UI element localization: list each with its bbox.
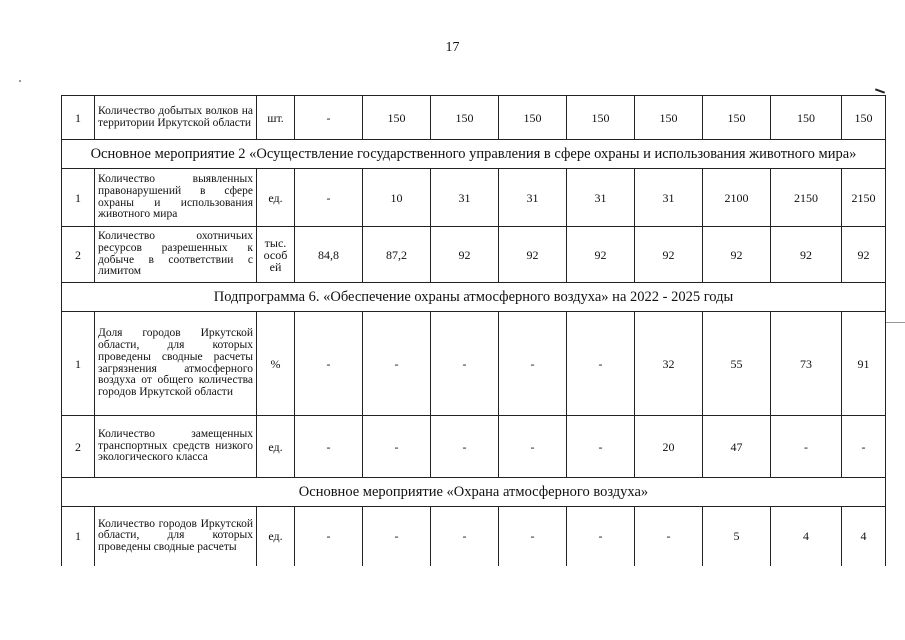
- unit-cell: ед.: [257, 416, 295, 478]
- scan-artifact-line: [885, 322, 905, 323]
- value-cell: 92: [703, 227, 771, 283]
- value-cell: 73: [771, 312, 842, 416]
- value-cell: -: [295, 416, 363, 478]
- table-row: [62, 312, 886, 416]
- value-cell: 150: [431, 96, 499, 140]
- value-cell: -: [295, 169, 363, 227]
- value-cell: -: [431, 507, 499, 566]
- value-cell: 4: [771, 507, 842, 566]
- indicator-name: Количество охотничьих ресурсов разрешенных к добыче в соответствии с лимитом: [95, 227, 257, 283]
- value-cell: 150: [842, 96, 886, 140]
- unit-cell: ед.: [257, 507, 295, 566]
- unit-cell: тыс. особ ей: [257, 227, 295, 283]
- unit-cell: шт.: [257, 96, 295, 140]
- value-cell: -: [363, 416, 431, 478]
- value-cell: 92: [499, 227, 567, 283]
- value-cell: 31: [431, 169, 499, 227]
- indicators-table: [61, 95, 886, 566]
- indicator-name: Количество добытых волков на территории Иркутской области: [95, 96, 257, 140]
- value-cell: 150: [635, 96, 703, 140]
- value-cell: 2100: [703, 169, 771, 227]
- value-cell: 150: [771, 96, 842, 140]
- value-cell: 92: [842, 227, 886, 283]
- value-cell: 92: [431, 227, 499, 283]
- table-row: [62, 416, 886, 478]
- value-cell: 31: [567, 169, 635, 227]
- section-row: [62, 478, 886, 507]
- indicator-name: Доля городов Иркутской области, для которых проведены сводные расчеты загрязнения атмосферного воздуха от общего количества городов Иркутской области: [95, 312, 257, 416]
- value-cell: -: [499, 312, 567, 416]
- indicator-name: Количество замещенных транспортных средств низкого экологического класса: [95, 416, 257, 478]
- value-cell: -: [771, 416, 842, 478]
- value-cell: -: [567, 312, 635, 416]
- value-cell: 4: [842, 507, 886, 566]
- value-cell: 10: [363, 169, 431, 227]
- value-cell: -: [363, 312, 431, 416]
- value-cell: 47: [703, 416, 771, 478]
- table-row: [62, 227, 886, 283]
- value-cell: -: [431, 416, 499, 478]
- table-row: [62, 507, 886, 566]
- row-number: 1: [62, 96, 95, 140]
- row-number: 1: [62, 169, 95, 227]
- row-number: 1: [62, 507, 95, 566]
- value-cell: -: [363, 507, 431, 566]
- section-title: Подпрограмма 6. «Обеспечение охраны атмосферного воздуха» на 2022 - 2025 годы: [62, 283, 886, 312]
- row-number: 2: [62, 416, 95, 478]
- value-cell: -: [295, 96, 363, 140]
- unit-cell: %: [257, 312, 295, 416]
- value-cell: 92: [771, 227, 842, 283]
- value-cell: 5: [703, 507, 771, 566]
- value-cell: 2150: [771, 169, 842, 227]
- value-cell: 32: [635, 312, 703, 416]
- row-number: 1: [62, 312, 95, 416]
- value-cell: 150: [567, 96, 635, 140]
- value-cell: 92: [635, 227, 703, 283]
- row-number: 2: [62, 227, 95, 283]
- table-row: [62, 169, 886, 227]
- indicator-name: Количество городов Иркутской области, для которых проведены сводные расчеты: [95, 507, 257, 566]
- value-cell: -: [295, 312, 363, 416]
- value-cell: 2150: [842, 169, 886, 227]
- section-row: [62, 140, 886, 169]
- value-cell: 150: [363, 96, 431, 140]
- value-cell: -: [567, 416, 635, 478]
- value-cell: 84,8: [295, 227, 363, 283]
- value-cell: -: [499, 507, 567, 566]
- value-cell: 87,2: [363, 227, 431, 283]
- unit-cell: ед.: [257, 169, 295, 227]
- page-number: 17: [445, 40, 460, 55]
- section-title: Основное мероприятие «Охрана атмосферного воздуха»: [62, 478, 886, 507]
- value-cell: -: [431, 312, 499, 416]
- value-cell: -: [499, 416, 567, 478]
- table-body: [62, 96, 886, 566]
- value-cell: 150: [703, 96, 771, 140]
- value-cell: -: [295, 507, 363, 566]
- indicator-name: Количество выявленных правонарушений в сфере охраны и использования животного мира: [95, 169, 257, 227]
- section-row: [62, 283, 886, 312]
- value-cell: 31: [635, 169, 703, 227]
- table-row: [62, 96, 886, 140]
- value-cell: 20: [635, 416, 703, 478]
- value-cell: 150: [499, 96, 567, 140]
- section-title: Основное мероприятие 2 «Осуществление государственного управления в сфере охраны и использования животного мира»: [62, 140, 886, 169]
- value-cell: 92: [567, 227, 635, 283]
- value-cell: 55: [703, 312, 771, 416]
- value-cell: -: [635, 507, 703, 566]
- value-cell: 31: [499, 169, 567, 227]
- value-cell: -: [567, 507, 635, 566]
- scan-artifact-mark: [875, 88, 885, 93]
- scan-artifact-dot: [19, 80, 21, 82]
- value-cell: 91: [842, 312, 886, 416]
- value-cell: -: [842, 416, 886, 478]
